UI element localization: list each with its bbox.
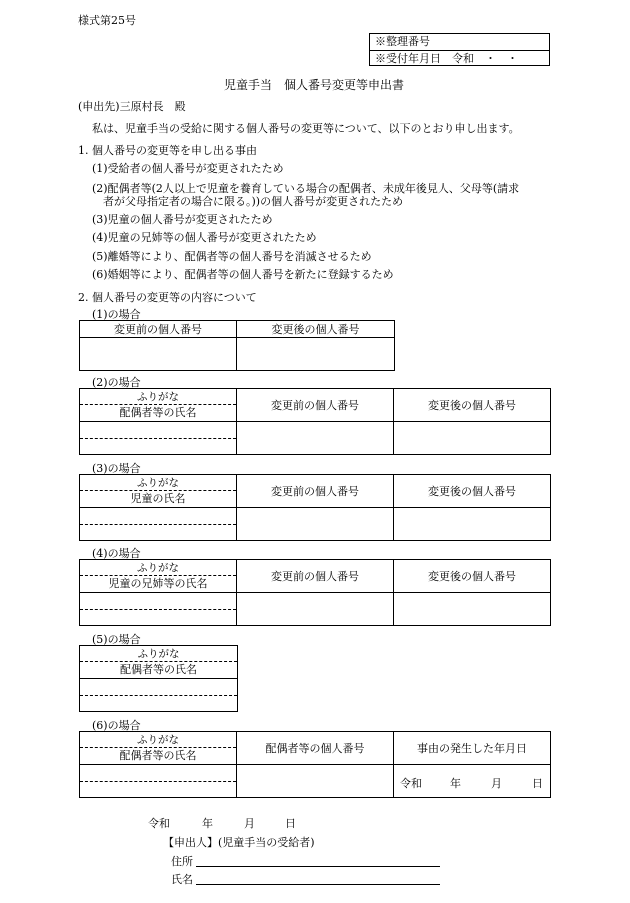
case3-table [79, 474, 551, 541]
case4-before-number-input[interactable] [237, 593, 394, 626]
case1-after-number-input[interactable] [237, 338, 395, 371]
reason-item-6: (6)婚姻等により、配偶者等の個人番号を新たに登録するため [92, 268, 394, 281]
case3-furigana-label: ふりがな [80, 476, 236, 491]
address-label: 住所 [171, 855, 193, 868]
reason-item-1: (1)受給者の個人番号が変更されたため [92, 162, 284, 175]
document-title: 児童手当 個人番号変更等申出書 [224, 78, 405, 92]
reason-item-5: (5)離婚等により、配偶者等の個人番号を消滅させるため [92, 250, 372, 263]
recipient: (申出先)三原村長 殿 [78, 100, 186, 113]
case3-label: (3)の場合 [92, 462, 141, 475]
case2-name-header [80, 389, 237, 422]
case5-label: (5)の場合 [92, 633, 141, 646]
case1-before-header: 変更前の個人番号 [80, 321, 237, 338]
case3-after-number-input[interactable] [394, 508, 551, 541]
case3-before-number-input[interactable] [237, 508, 394, 541]
case6-date-day: 日 [532, 777, 543, 790]
case4-table [79, 559, 551, 626]
footer-date-month: 月 [244, 817, 255, 830]
case6-date-year: 年 [450, 777, 461, 790]
footer-date-year: 年 [202, 817, 213, 830]
case5-furigana-label: ふりがな [80, 647, 237, 662]
reason-item-4: (4)児童の兄姉等の個人番号が変更されたため [92, 231, 317, 244]
case6-label: (6)の場合 [92, 719, 141, 732]
registry-received-date: ※受付年月日 令和 ・ ・ [370, 50, 549, 67]
case4-furigana-label: ふりがな [80, 561, 236, 576]
case6-table [79, 731, 551, 798]
case2-name-input[interactable] [80, 422, 237, 455]
reason-item-2: (2)配偶者等(2人以上で児童を養育している場合の配偶者、未成年後見人、父母等(請求 [92, 182, 520, 195]
case6-event-date-header: 事由の発生した年月日 [394, 732, 551, 765]
address-input-line[interactable] [196, 866, 440, 867]
case6-date-month: 月 [491, 777, 502, 790]
case2-name-label: 配偶者等の氏名 [119, 405, 197, 419]
case2-before-header: 変更前の個人番号 [237, 389, 394, 422]
case4-name-header [80, 560, 237, 593]
case4-before-header: 変更前の個人番号 [237, 560, 394, 593]
case4-name-label: 児童の兄姉等の氏名 [108, 576, 208, 590]
case2-furigana-label: ふりがな [80, 390, 236, 405]
case6-number-header: 配偶者等の個人番号 [237, 732, 394, 765]
case3-after-header: 変更後の個人番号 [394, 475, 551, 508]
applicant-heading: 【申出人】(児童手当の受給者) [163, 836, 315, 849]
registry-number: ※整理番号 [375, 35, 430, 48]
case4-after-number-input[interactable] [394, 593, 551, 626]
reason-item-2-cont: 者が父母指定者の場合に限る。))の個人番号が変更されたため [103, 195, 404, 208]
case3-before-header: 変更前の個人番号 [237, 475, 394, 508]
case2-after-header: 変更後の個人番号 [394, 389, 551, 422]
case2-table [79, 388, 551, 455]
case1-before-number-input[interactable] [80, 338, 237, 371]
case6-name-input[interactable] [80, 765, 237, 798]
case2-before-number-input[interactable] [237, 422, 394, 455]
form-number: 様式第25号 [78, 14, 136, 27]
section1-heading: 1. 個人番号の変更等を申し出る事由 [78, 144, 257, 157]
case5-name-input[interactable] [80, 679, 238, 712]
name-input-line[interactable] [196, 884, 440, 885]
intro-text: 私は、児童手当の受給に関する個人番号の変更等について、以下のとおり申し出ます。 [92, 122, 520, 135]
case1-label: (1)の場合 [92, 308, 141, 321]
name-label: 氏名 [171, 873, 193, 886]
case6-event-date-input[interactable] [394, 765, 551, 798]
case4-after-header: 変更後の個人番号 [394, 560, 551, 593]
registry-box [369, 33, 550, 66]
section2-heading: 2. 個人番号の変更等の内容について [78, 291, 257, 304]
case5-table [79, 645, 238, 712]
case1-after-header: 変更後の個人番号 [237, 321, 395, 338]
case4-name-input[interactable] [80, 593, 237, 626]
footer-date-era: 令和 [148, 817, 170, 830]
case6-name-header [80, 732, 237, 765]
case6-name-label: 配偶者等の氏名 [119, 748, 197, 762]
case2-after-number-input[interactable] [394, 422, 551, 455]
case3-name-label: 児童の氏名 [130, 491, 186, 505]
case3-name-header [80, 475, 237, 508]
case3-name-input[interactable] [80, 508, 237, 541]
case6-furigana-label: ふりがな [80, 733, 236, 748]
footer-date-day: 日 [285, 817, 296, 830]
case4-label: (4)の場合 [92, 547, 141, 560]
case5-name-header [80, 646, 238, 679]
case6-number-input[interactable] [237, 765, 394, 798]
case1-table [79, 320, 395, 371]
case6-date-era: 令和 [400, 777, 422, 790]
reason-item-3: (3)児童の個人番号が変更されたため [92, 213, 273, 226]
case5-name-label: 配偶者等の氏名 [120, 662, 197, 676]
case2-label: (2)の場合 [92, 376, 141, 389]
